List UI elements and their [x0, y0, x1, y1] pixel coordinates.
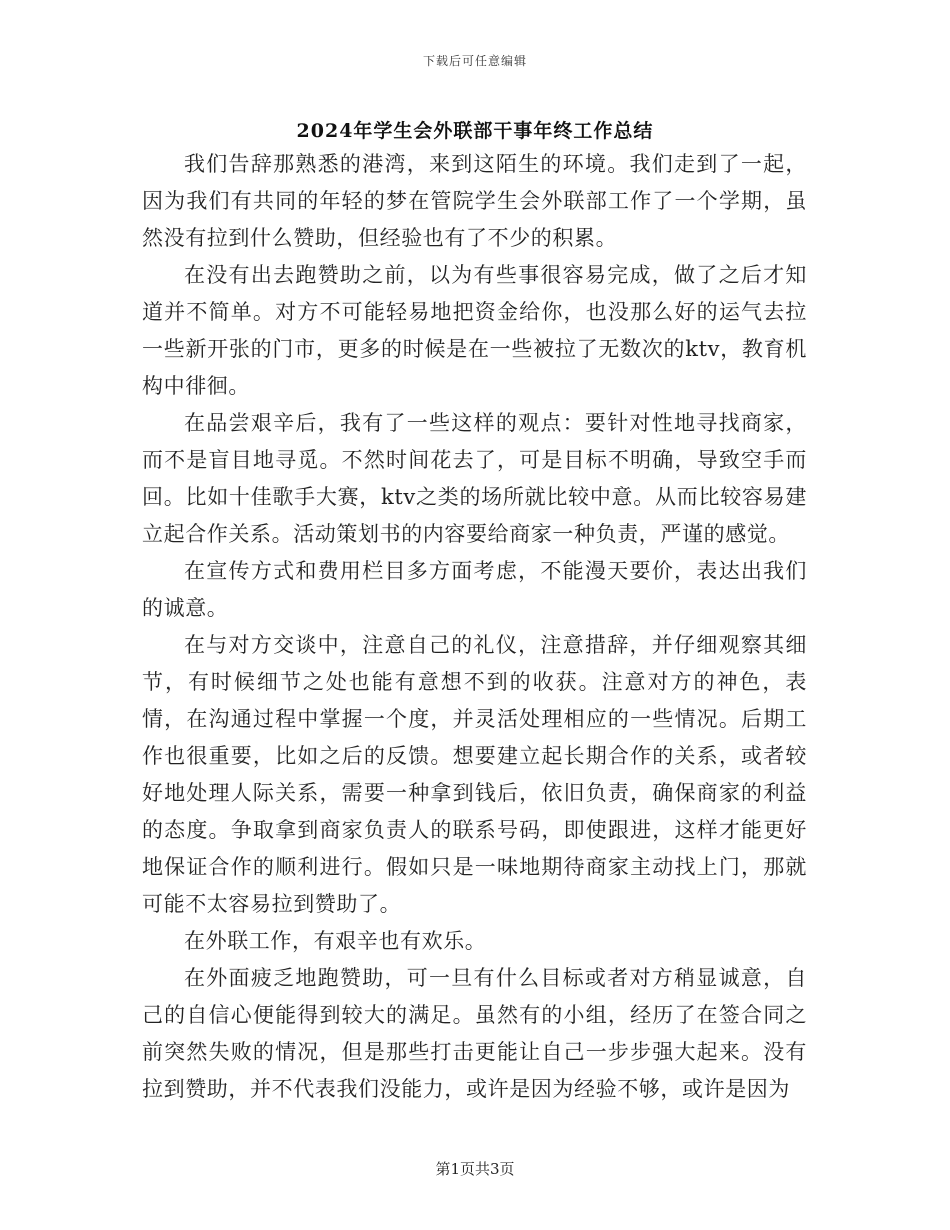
paragraph-1: 我们告辞那熟悉的港湾，来到这陌生的环境。我们走到了一起，因为我们有共同的年轻的梦在管院学生会外联部工作了一个学期，虽然没有拉到什么赞助，但经验也有了不少的积累。	[142, 152, 807, 250]
document-body	[142, 146, 807, 1108]
document-title: 2024年学生会外联部干事年终工作总结	[296, 120, 654, 142]
paragraph-5: 在与对方交谈中，注意自己的礼仪，注意措辞，并仔细观察其细节，有时候细节之处也能有意想不到的收获。注意对方的神色，表情，在沟通过程中掌握一个度，并灵活处理相应的一些情况。后期工作也很重要，比如之后的反馈。想要建立起长期合作的关系，或者较好地处理人际关系，需要一种拿到钱后，依旧负责，确保商家的利益的态度。争取拿到商家负责人的联系号码，即使跟进，这样才能更好地保证合作的顺利进行。假如只是一味地期待商家主动找上门，那就可能不太容易拉到赞助了。	[142, 633, 807, 916]
paragraph-7: 在外面疲乏地跑赞助，可一旦有什么目标或者对方稍显诚意，自己的自信心便能得到较大的满足。虽然有的小组，经历了在签合同之前突然失败的情况，但是那些打击更能让自己一步步强大起来。没有拉到赞助，并不代表我们没能力，或许是因为经验不够，或许是因为	[142, 966, 807, 1101]
page-indicator: 第1页共3页	[435, 1160, 515, 1178]
header-note: 下载后可任意编辑	[422, 54, 527, 68]
paragraph-3: 在品尝艰辛后，我有了一些这样的观点：要针对性地寻找商家，而不是盲目地寻觅。不然时间花去了，可是目标不明确，导致空手而回。比如十佳歌手大赛，ktv之类的场所就比较中意。从而比较容易建立起合作关系。活动策划书的内容要给商家一种负责，严谨的感觉。	[142, 411, 807, 546]
paragraph-6: 在外联工作，有艰辛也有欢乐。	[184, 929, 487, 953]
paragraph-2: 在没有出去跑赞助之前，以为有些事很容易完成，做了之后才知道并不简单。对方不可能轻易地把资金给你，也没那么好的运气去拉一些新开张的门市，更多的时候是在一些被拉了无数次的ktv，教育机构中徘徊。	[142, 263, 807, 398]
paragraph-4: 在宣传方式和费用栏目多方面考虑，不能漫天要价，表达出我们的诚意。	[142, 559, 807, 620]
